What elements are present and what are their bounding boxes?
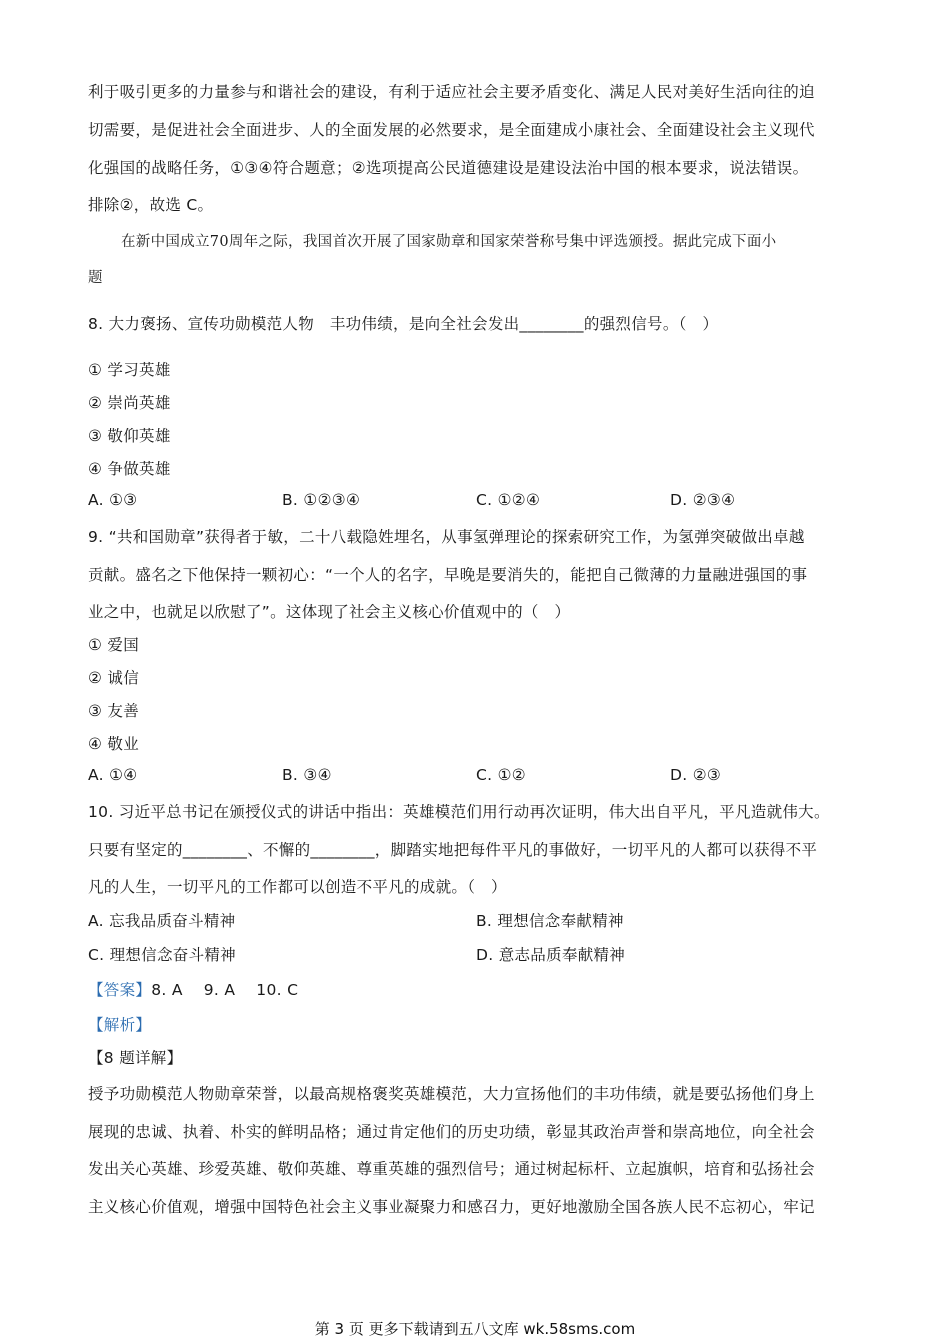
detail-8-heading: 【8 题详解】 <box>88 1049 183 1067</box>
analysis-label: 【解析】 <box>88 1016 152 1034</box>
question-10-option-a: A. 忘我品质奋斗精神 <box>88 912 236 930</box>
question-10-stem: 10. 习近平总书记在颁授仪式的讲话中指出：英雄模范们用行动再次证明，伟大出自平凡，平凡造就伟大。 <box>88 803 830 821</box>
question-9-item: ③ 友善 <box>88 702 140 720</box>
question-9-stem: 业之中，也就足以欣慰了”。这体现了社会主义核心价值观中的（ ） <box>88 603 571 621</box>
question-10-option-d: D. 意志品质奉献精神 <box>476 946 626 964</box>
question-8-item: ② 崇尚英雄 <box>88 394 171 412</box>
question-8-option-a: A. ①③ <box>88 491 138 509</box>
question-10-stem: 凡的人生，一切平凡的工作都可以创造不平凡的成就。（ ） <box>88 878 507 896</box>
question-8-option-c: C. ①②④ <box>476 491 541 509</box>
question-8-item: ③ 敬仰英雄 <box>88 427 171 445</box>
question-10-option-b: B. 理想信念奉献精神 <box>476 912 624 930</box>
question-8-stem: 8. 大力褒扬、宣传功勋模范人物 丰功伟绩，是向全社会发出________的强烈信号。（ ） <box>88 315 719 333</box>
answer-label: 【答案】 <box>88 981 152 999</box>
question-9-option-d: D. ②③ <box>670 766 722 784</box>
intro-line: 切需要，是促进社会全面进步、人的全面发展的必然要求，是全面建成小康社会、全面建设社会主义现代 <box>88 121 815 139</box>
intro-line: 化强国的战略任务，①③④符合题意；②选项提高公民道德建设是建设法治中国的根本要求，说法错误。 <box>88 159 809 177</box>
question-9-item: ④ 敬业 <box>88 735 140 753</box>
detail-8-line: 展现的忠诚、执着、朴实的鲜明品格；通过肯定他们的历史功绩，彰显其政治声誉和崇高地位，向全社会 <box>88 1123 815 1141</box>
question-9-option-b: B. ③④ <box>282 766 332 784</box>
question-9-item: ① 爱国 <box>88 636 140 654</box>
answer-line <box>88 978 298 1000</box>
question-8-option-b: B. ①②③④ <box>282 491 361 509</box>
question-9-stem: 贡献。盛名之下他保持一颗初心：“一个人的名字，早晚是要消失的，能把自己微薄的力量融进强国的事 <box>88 566 808 584</box>
question-10-stem: 只要有坚定的________、不懈的________，脚踏实地把每件平凡的事做好，一切平凡的人都可以获得不平 <box>88 841 818 859</box>
detail-8-line: 主义核心价值观，增强中国特色社会主义事业凝聚力和感召力，更好地激励全国各族人民不忘初心，牢记 <box>88 1198 815 1216</box>
answer-text: 8. A 9. A 10. C <box>151 981 299 999</box>
question-8-item: ① 学习英雄 <box>88 361 171 379</box>
question-10-option-c: C. 理想信念奋斗精神 <box>88 946 236 964</box>
intro-line: 利于吸引更多的力量参与和谐社会的建设，有利于适应社会主要矛盾变化、满足人民对美好生活向往的迫 <box>88 83 815 101</box>
page-footer: 第 3 页 更多下载请到五八文库 wk.58sms.com <box>314 1320 636 1338</box>
question-8-option-d: D. ②③④ <box>670 491 736 509</box>
question-9-stem: 9. “共和国勋章”获得者于敏，二十八载隐姓埋名，从事氢弹理论的探索研究工作，为氢弹突破做出卓越 <box>88 528 805 546</box>
question-9-option-c: C. ①② <box>476 766 526 784</box>
question-9-item: ② 诚信 <box>88 669 140 687</box>
detail-8-line: 发出关心英雄、珍爱英雄、敬仰英雄、尊重英雄的强烈信号；通过树起标杆、立起旗帜，培育和弘扬社会 <box>88 1160 815 1178</box>
question-9-option-a: A. ①④ <box>88 766 138 784</box>
material-line: 题 <box>88 270 103 286</box>
material-line: 在新中国成立70周年之际，我国首次开展了国家勋章和国家荣誉称号集中评选颁授。据此完成下面小 <box>121 234 777 250</box>
question-8-item: ④ 争做英雄 <box>88 460 171 478</box>
detail-8-line: 授予功勋模范人物勋章荣誉，以最高规格褒奖英雄模范，大力宣扬他们的丰功伟绩，就是要弘扬他们身上 <box>88 1085 815 1103</box>
intro-line: 排除②，故选 C。 <box>88 196 214 214</box>
